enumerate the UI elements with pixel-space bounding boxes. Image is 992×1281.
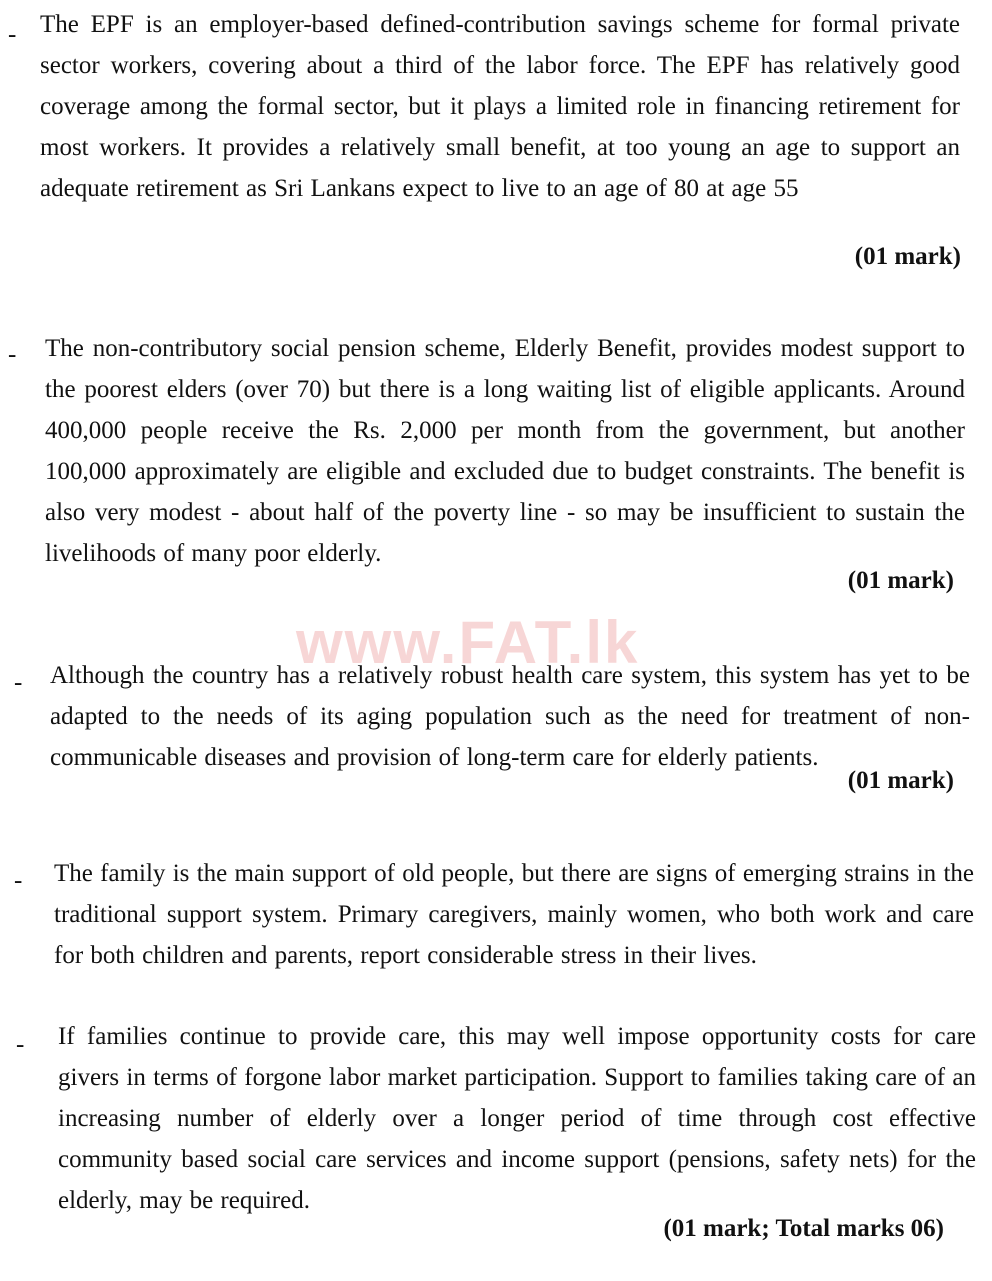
answer-text: Although the country has a relatively robust health care system, this system has yet to be adapted to the needs of its aging population such as the need for treatment of non-communicable diseases and provision of long-term care for elderly patients. bbox=[50, 662, 970, 771]
bullet-dash: - bbox=[14, 669, 23, 696]
mark-label: (01 mark) bbox=[847, 567, 954, 594]
bullet-dash: - bbox=[16, 1031, 25, 1058]
mark-label: (01 mark; Total marks 06) bbox=[663, 1215, 944, 1242]
watermark: www.FAT.lk bbox=[296, 609, 640, 676]
answer-text: The EPF is an employer-based defined-contribution savings scheme for formal private sector workers, covering about a third of the labor force. The EPF has relatively good coverage among the formal sector, but it plays a limited role in financing retirement for most workers. It provides a relatively small benefit, at too young an age to support an adequate retirement as Sri Lankans expect to live to an age of 80 at age 55 bbox=[40, 11, 960, 202]
answer-text: The non-contributory social pension scheme, Elderly Benefit, provides modest support to the poorest elders (over 70) but there is a long waiting list of eligible applicants. Around 400,000 people receive the Rs. 2,000 per month from the government, but another 100,000 approximately are eligible and excluded due to budget constraints. The benefit is also very modest - about half of the poverty line - so may be insufficient to sustain the livelihoods of many poor elderly. bbox=[45, 335, 965, 567]
mark-label: (01 mark) bbox=[847, 767, 954, 794]
mark-label: (01 mark) bbox=[854, 243, 961, 270]
bullet-dash: - bbox=[14, 867, 23, 894]
bullet-dash: - bbox=[8, 21, 17, 48]
answer-text: The family is the main support of old people, but there are signs of emerging strains in the traditional support system. Primary caregivers, mainly women, who both work and care for both children and parents, report considerable stress in their lives. bbox=[54, 860, 974, 969]
bullet-dash: - bbox=[8, 341, 17, 368]
answer-text: If families continue to provide care, this may well impose opportunity costs for care givers in terms of forgone labor market participation. Support to families taking care of an increasing number of elderly over a longer period of time through cost effective community based social care services and income support (pensions, safety nets) for the elderly, may be required. bbox=[58, 1023, 976, 1214]
